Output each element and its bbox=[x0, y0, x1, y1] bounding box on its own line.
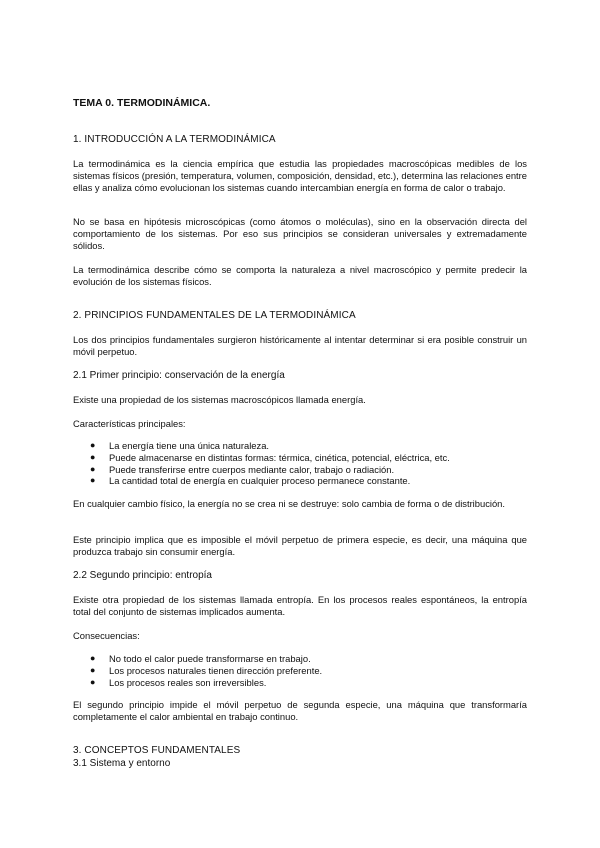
list-item: ● La energía tiene una única naturaleza. bbox=[90, 440, 270, 451]
section-1-paragraph-1: La termodinámica es la ciencia empírica que estudia las propiedades macroscópicas medibles de los sistemas físicos (presión, temperatura, volumen, composición, densidad, etc.), determina las relaciones entre ellas y analiza cómo evolucionan los sistemas cuando intercambian energía en forma de calor o trabajo. bbox=[73, 158, 527, 193]
bullet-icon: ● bbox=[90, 653, 96, 663]
bullet-icon: ● bbox=[90, 463, 96, 474]
list-item: ● Puede almacenarse en distintas formas: térmica, cinética, potencial, eléctrica, etc. bbox=[90, 451, 450, 463]
section-1-paragraph-3: La termodinámica describe cómo se comporta la naturaleza a nivel macroscópico y permite predecir la evolución de los sistemas físicos. bbox=[73, 264, 527, 287]
subsection-2-1-paragraph-2: En cualquier cambio físico, la energía no se crea ni se destruye: solo cambia de forma o de distribución. bbox=[73, 498, 506, 509]
subsection-2-1-bullet-list bbox=[73, 440, 527, 487]
section-2-intro: Los dos principios fundamentales surgieron históricamente al intentar determinar si era posible construir un móvil perpetuo. bbox=[73, 334, 527, 357]
subsection-2-2-heading: 2.2 Segundo principio: entropía bbox=[73, 570, 212, 581]
bullet-icon: ● bbox=[90, 664, 96, 675]
section-2-heading: 2. PRINCIPIOS FUNDAMENTALES DE LA TERMODINÁMICA bbox=[73, 310, 356, 321]
list-item: ● No todo el calor puede transformarse en trabajo. bbox=[90, 653, 311, 664]
subsection-2-1-paragraph-1: Existe una propiedad de los sistemas macroscópicos llamada energía. bbox=[73, 394, 366, 405]
document-title: TEMA 0. TERMODINÁMICA. bbox=[73, 97, 211, 109]
subsection-2-2-bullet-list bbox=[73, 653, 527, 688]
subsection-2-1-paragraph-3: Este principio implica que es imposible el móvil perpetuo de primera especie, es decir, una máquina que produzca trabajo sin consumir energía. bbox=[73, 534, 527, 557]
subsection-2-2-list-label: Consecuencias: bbox=[73, 630, 140, 641]
bullet-icon: ● bbox=[90, 475, 96, 486]
subsection-2-1-list-label: Características principales: bbox=[73, 418, 186, 429]
subsection-2-2-paragraph-2: El segundo principio impide el móvil perpetuo de segunda especie, una máquina que transformaría completamente el calor ambiental en trabajo continuo. bbox=[73, 699, 527, 722]
list-item: ● La cantidad total de energía en cualquier proceso permanece constante. bbox=[90, 475, 411, 487]
subsection-2-2-paragraph-1: Existe otra propiedad de los sistemas llamada entropía. En los procesos reales espontáneos, la entropía total del conjunto de sistemas implicados aumenta. bbox=[73, 594, 527, 617]
list-item: ● Los procesos reales son irreversibles. bbox=[90, 676, 267, 688]
list-item: ● Puede transferirse entre cuerpos mediante calor, trabajo o radiación. bbox=[90, 463, 395, 475]
bullet-icon: ● bbox=[90, 451, 96, 462]
subsection-3-1-heading: 3.1 Sistema y entorno bbox=[73, 758, 171, 769]
section-1-heading: 1. INTRODUCCIÓN A LA TERMODINÁMICA bbox=[73, 134, 276, 145]
section-1-paragraph-2: No se basa en hipótesis microscópicas (como átomos o moléculas), sino en la observación directa del comportamiento de los sistemas. Por eso sus principios se consideran universales y extremadamente sólidos. bbox=[73, 216, 527, 251]
section-3-heading: 3. CONCEPTOS FUNDAMENTALES bbox=[73, 745, 241, 756]
bullet-icon: ● bbox=[90, 440, 96, 450]
list-item: ● Los procesos naturales tienen dirección preferente. bbox=[90, 664, 323, 676]
bullet-icon: ● bbox=[90, 676, 96, 687]
subsection-2-1-heading: 2.1 Primer principio: conservación de la energía bbox=[73, 370, 285, 381]
